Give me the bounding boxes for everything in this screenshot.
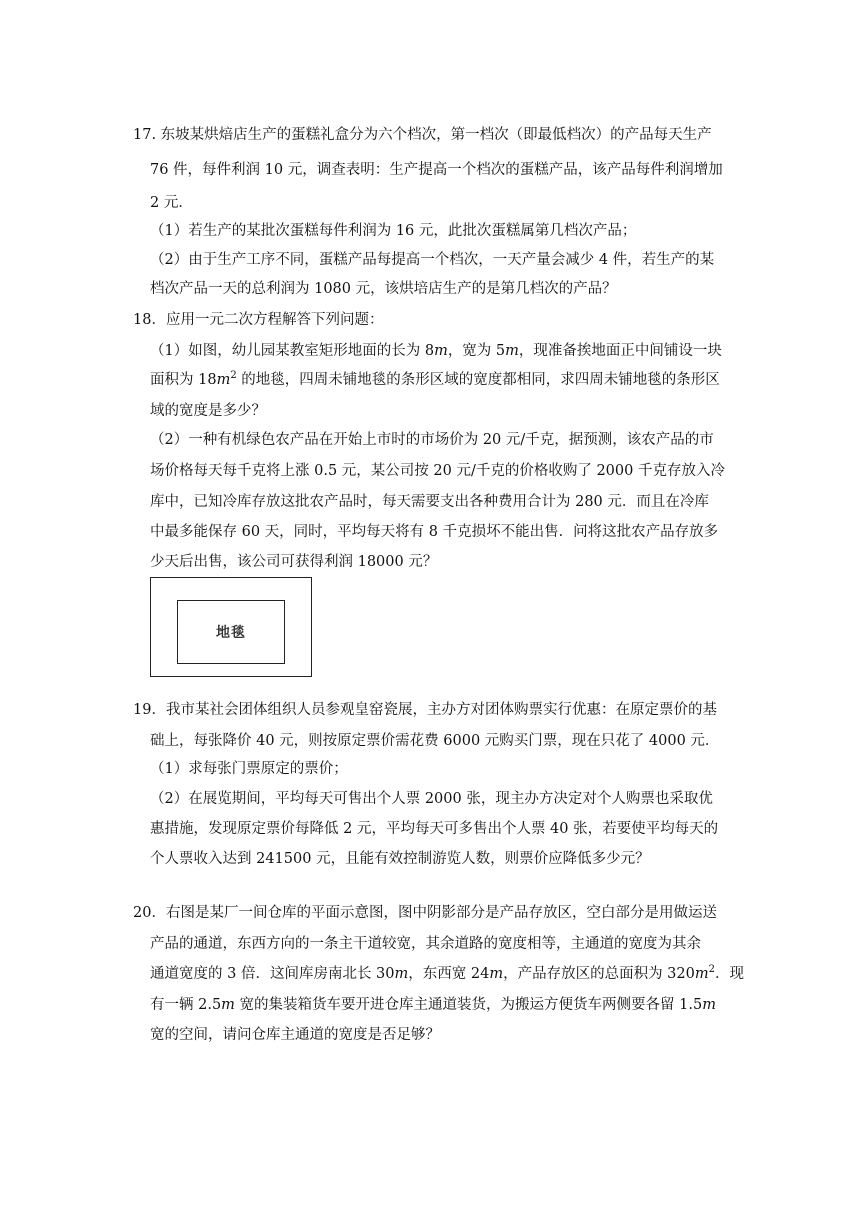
- carpet-rectangle: [177, 600, 285, 664]
- q20-text: 有一辆 2.5: [150, 997, 222, 1013]
- unit-m: m: [694, 966, 709, 982]
- q19-part-2-line-3: 个人票收入达到 241500 元，且能有效控制游览人数，则票价应降低多少元？: [150, 851, 650, 867]
- superscript-2: 2: [708, 964, 715, 976]
- q20-line-4: [150, 995, 716, 1015]
- q17-line-3: 2 元．: [150, 195, 193, 211]
- unit-m: m: [216, 372, 231, 388]
- q18-part-2-line-1: （2）一种有机绿色农产品在开始上市时的市场价为 20 元/千克，据预测，该农产品的市: [150, 432, 714, 448]
- unit-m: m: [394, 966, 409, 982]
- q19-line-2: 础上，每张降价 40 元，则按原定票价需花费 6000 元购买门票，现在只花了 4000 元．: [150, 733, 720, 749]
- q20-text: 宽的集装箱货车要开进仓库主通道装货，为搬运方便货车两侧要各留 1.5: [234, 997, 703, 1013]
- q18-part-2-line-4: 中最多能保存 60 天，同时，平均每天将有 8 千克损坏不能出售．问将这批农产品存放多: [150, 524, 719, 540]
- q17-part-2-line-2: 档次产品一天的总利润为 1080 元，该烘培店生产的是第几档次的产品？: [150, 281, 617, 297]
- q18-part-2-line-2: 场价格每天每千克将上涨 0.5 元，某公司按 20 元/千克的价格收购了 2000 千克存放入冷: [150, 463, 725, 479]
- q19-part-1: （1）求每张门票原定的票价；: [150, 761, 348, 777]
- q19-line-1: 19．我市某社会团体组织人员参观皇窑瓷展，主办方对团体购票实行优惠：在原定票价的基: [133, 702, 717, 718]
- q17-line-2: 76 件，每件利润 10 元，调查表明：生产提高一个档次的蛋糕产品，该产品每件利润增加: [150, 162, 723, 178]
- q18-text: 面积为 18: [150, 372, 217, 388]
- q20-line-5: 宽的空间，请问仓库主通道的宽度是否足够？: [150, 1027, 440, 1043]
- q20-line-3: [150, 964, 744, 984]
- q18-text: （1）如图，幼儿园某教室矩形地面的长为 8: [150, 343, 435, 359]
- q19-part-2-line-1: （2）在展览期间，平均每天可售出个人票 2000 张，现主办方决定对个人购票也采取优: [150, 791, 713, 807]
- unit-m: m: [434, 343, 448, 359]
- q20-text: ．现: [715, 966, 744, 982]
- q20-text: ，产品存放区的总面积为 320: [503, 966, 695, 982]
- q17-line-1: 17. 东坡某烘焙店生产的蛋糕礼盒分为六个档次，第一档次（即最低档次）的产品每天生产: [133, 127, 712, 143]
- carpet-label: 地毯: [216, 625, 246, 641]
- q17-part-1: （1）若生产的某批次蛋糕每件利润为 16 元，此批次蛋糕属第几档次产品；: [150, 223, 637, 239]
- q18-line-1: 18．应用一元二次方程解答下列问题：: [133, 312, 384, 328]
- unit-m: m: [702, 997, 716, 1013]
- unit-m: m: [221, 997, 235, 1013]
- q20-line-2: 产品的通道，东西方向的一条主干道较宽，其余道路的宽度相等，主通道的宽度为其余: [150, 936, 701, 952]
- q20-text: ，东西宽 24: [408, 966, 490, 982]
- q18-text: 的地毯，四周未铺地毯的条形区域的宽度都相同，求四周未铺地毯的条形区: [236, 372, 720, 388]
- q18-part-2-line-3: 库中，已知冷库存放这批农产品时，每天需要支出各种费用合计为 280 元．而且在冷库: [150, 494, 709, 510]
- q20-line-1: 20．右图是某厂一间仓库的平面示意图，图中阴影部分是产品存放区，空白部分是用做运送: [133, 905, 717, 921]
- q18-part-2-line-5: 少天后出售，该公司可获得利润 18000 元？: [150, 554, 438, 570]
- q18-text: ，现准备挨地面正中间铺设一块: [518, 343, 722, 359]
- q18-text: ，宽为 5: [447, 343, 506, 359]
- unit-m: m: [489, 966, 504, 982]
- q18-part-1-line-3: 域的宽度是多少？: [150, 403, 266, 419]
- q17-part-2-line-1: （2）由于生产工序不同，蛋糕产品每提高一个档次，一天产量会减少 4 件，若生产的某: [150, 252, 715, 268]
- unit-m: m: [505, 343, 519, 359]
- q18-part-1-line-1: [150, 341, 722, 361]
- q20-text: 通道宽度的 3 倍．这间库房南北长 30: [150, 966, 395, 982]
- superscript-2: 2: [230, 370, 237, 382]
- q19-part-2-line-2: 惠措施，发现原定票价每降低 2 元，平均每天可多售出个人票 40 张，若要使平均每天的: [150, 821, 719, 837]
- q18-part-1-line-2: [150, 370, 720, 390]
